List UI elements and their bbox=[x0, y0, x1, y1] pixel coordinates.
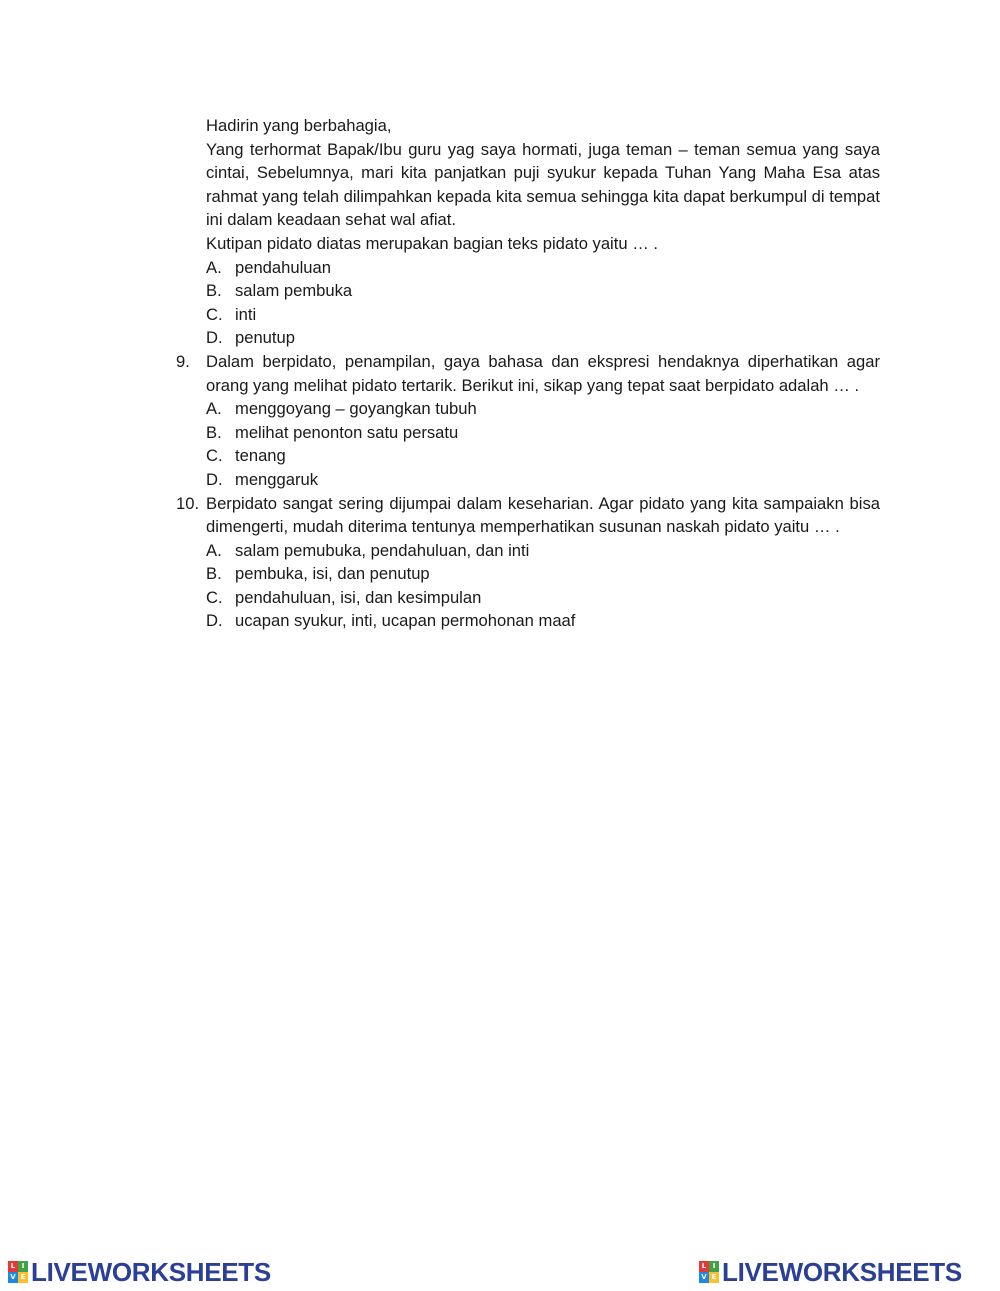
question-number: 9. bbox=[176, 351, 190, 371]
option-d[interactable] bbox=[206, 468, 1000, 492]
question-prompt: Kutipan pidato diatas merupakan bagian teks pidato yaitu … . bbox=[206, 233, 659, 253]
option-a[interactable] bbox=[206, 397, 1000, 421]
question-10 bbox=[0, 492, 1000, 539]
option-text: pendahuluan bbox=[235, 257, 331, 277]
option-letter: C. bbox=[206, 587, 223, 607]
worksheet-content bbox=[0, 114, 1000, 633]
option-text: salam pembuka bbox=[235, 281, 353, 301]
question-number: 10. bbox=[176, 493, 200, 513]
liveworksheets-brand: LIVEWORKSHEETS bbox=[31, 1257, 271, 1287]
greeting-text: Hadirin yang berbahagia, bbox=[206, 116, 392, 135]
mark-letter: L bbox=[8, 1261, 18, 1272]
passage-text: Yang terhormat Bapak/Ibu guru yag saya hormati, juga teman – teman semua yang saya cintai, Sebelumnya, mari kita panjatkan puji syukur kepada Tuhan Yang Maha Esa atas rahmat yang telah dilimpahkan kepada kita semua sehingga kita dapat berkumpul di tempat ini dalam keadaan sehat wal afiat. bbox=[206, 139, 880, 230]
option-c[interactable] bbox=[206, 303, 1000, 327]
question-text: Dalam berpidato, penampilan, gaya bahasa dan ekspresi hendaknya diperhatikan agar orang yang melihat pidato tertarik. Berikut ini, sikap yang tepat saat berpidato adalah … . bbox=[206, 351, 880, 395]
option-text: pendahuluan, isi, dan kesimpulan bbox=[235, 587, 482, 607]
liveworksheets-mark-icon bbox=[8, 1261, 28, 1283]
option-text: ucapan syukur, inti, ucapan permohonan maaf bbox=[235, 611, 576, 631]
liveworksheets-mark-icon bbox=[699, 1261, 719, 1283]
option-b[interactable] bbox=[206, 279, 1000, 303]
option-text: salam pemubuka, pendahuluan, dan inti bbox=[235, 540, 530, 560]
option-letter: A. bbox=[206, 540, 222, 560]
option-letter: B. bbox=[206, 564, 222, 584]
option-letter: C. bbox=[206, 304, 223, 324]
option-a[interactable] bbox=[206, 539, 1000, 563]
liveworksheets-logo-right bbox=[699, 1257, 962, 1287]
mark-letter: L bbox=[699, 1261, 709, 1272]
option-letter: A. bbox=[206, 257, 222, 277]
option-a[interactable] bbox=[206, 256, 1000, 280]
option-letter: C. bbox=[206, 446, 223, 466]
option-b[interactable] bbox=[206, 421, 1000, 445]
option-text: inti bbox=[235, 304, 257, 324]
liveworksheets-logo-left bbox=[8, 1257, 271, 1287]
option-letter: B. bbox=[206, 422, 222, 442]
question-text: Berpidato sangat sering dijumpai dalam keseharian. Agar pidato yang kita sampaiakn bisa dimengerti, mudah diterima tentunya memperhatikan susunan naskah pidato yaitu … . bbox=[206, 493, 880, 537]
option-d[interactable] bbox=[206, 609, 1000, 633]
option-c[interactable] bbox=[206, 444, 1000, 468]
mark-letter: I bbox=[709, 1261, 719, 1272]
option-text: pembuka, isi, dan penutup bbox=[235, 564, 430, 584]
option-letter: D. bbox=[206, 611, 223, 631]
option-letter: D. bbox=[206, 328, 223, 348]
mark-letter: I bbox=[18, 1261, 28, 1272]
mark-letter: E bbox=[18, 1272, 28, 1283]
mark-letter: V bbox=[699, 1272, 709, 1283]
option-c[interactable] bbox=[206, 586, 1000, 610]
mark-letter: V bbox=[8, 1272, 18, 1283]
option-letter: A. bbox=[206, 399, 222, 419]
question-9 bbox=[0, 350, 1000, 397]
option-text: melihat penonton satu persatu bbox=[235, 422, 459, 442]
option-b[interactable] bbox=[206, 562, 1000, 586]
option-letter: B. bbox=[206, 281, 222, 301]
option-text: tenang bbox=[235, 446, 286, 466]
option-letter: D. bbox=[206, 469, 223, 489]
option-text: menggoyang – goyangkan tubuh bbox=[235, 399, 477, 419]
option-d[interactable] bbox=[206, 326, 1000, 350]
option-text: penutup bbox=[235, 328, 295, 348]
liveworksheets-brand: LIVEWORKSHEETS bbox=[722, 1257, 962, 1287]
mark-letter: E bbox=[709, 1272, 719, 1283]
option-text: menggaruk bbox=[235, 469, 319, 489]
